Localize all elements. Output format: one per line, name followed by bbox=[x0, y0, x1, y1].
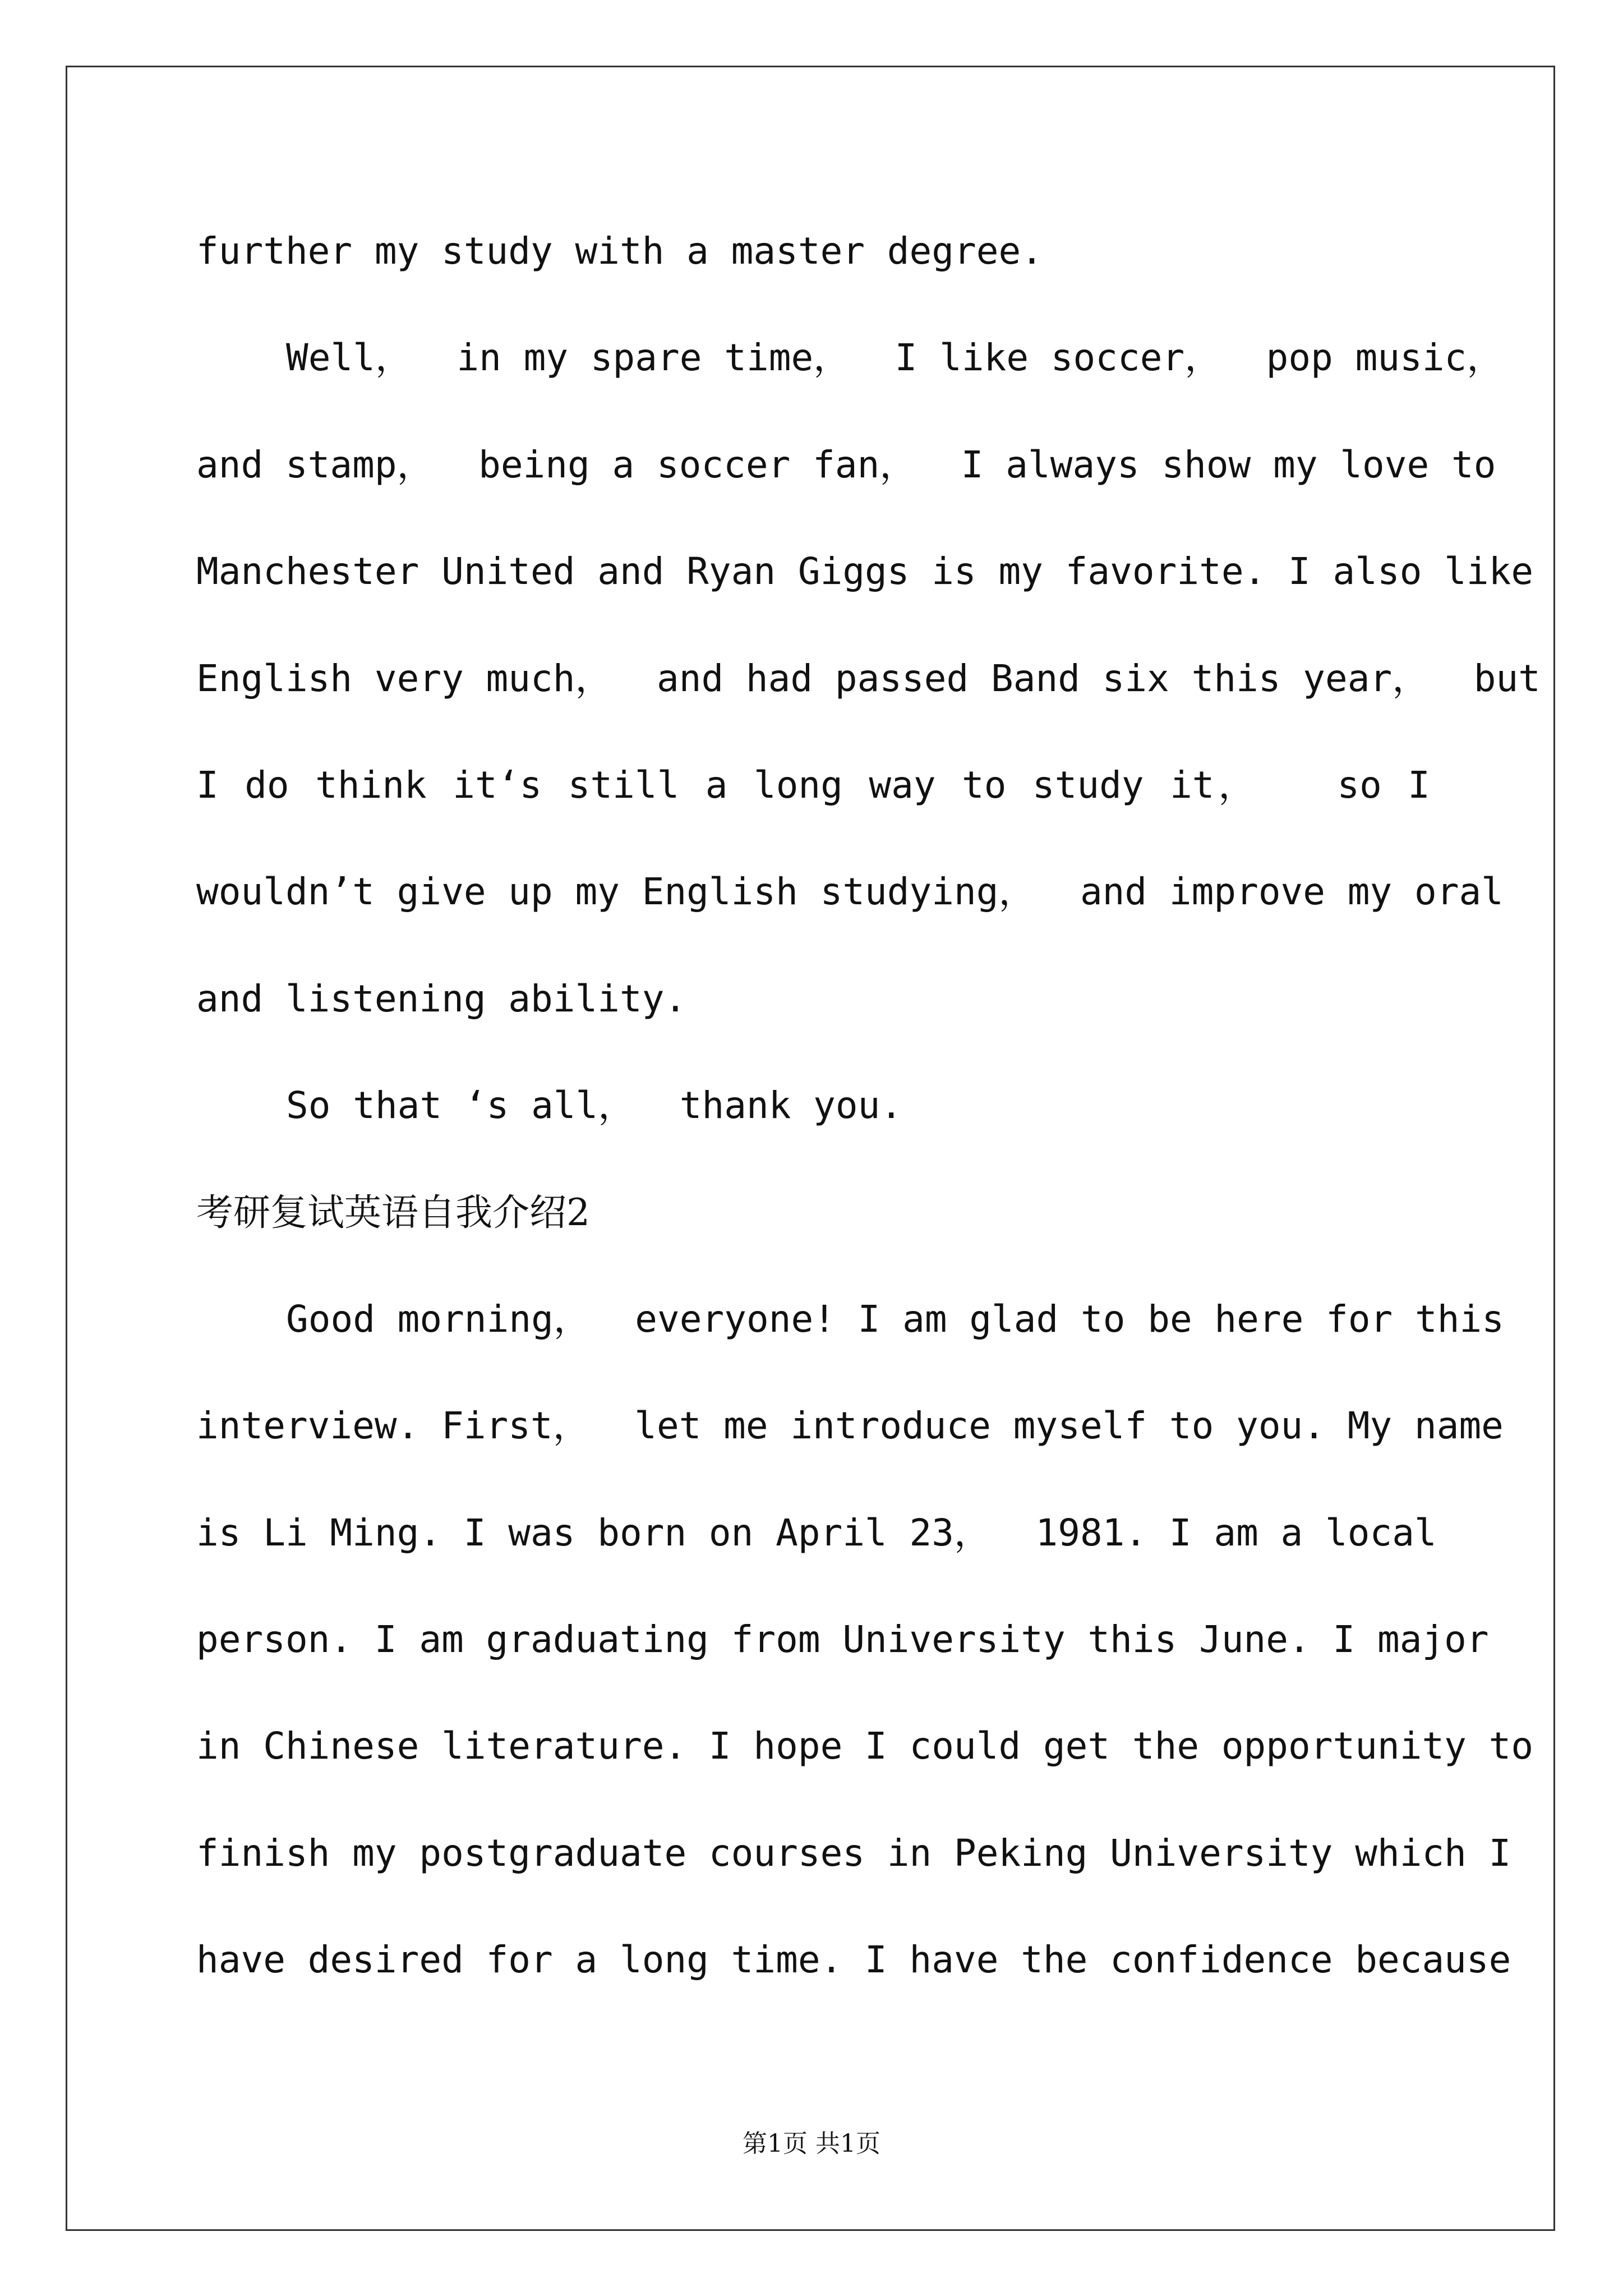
text-line: and stamp， being a soccer fan， I always show my love to bbox=[196, 443, 1496, 486]
text-line: is Li Ming. I was born on April 23， 1981. I am a local bbox=[196, 1511, 1437, 1554]
text-line: person. I am graduating from University this June. I major bbox=[196, 1618, 1489, 1662]
text-line: I do think it‘s still a long way to study it， so I bbox=[196, 763, 1430, 807]
text-line: further my study with a master degree. bbox=[196, 229, 1043, 273]
section-heading: 考研复试英语自我介绍2 bbox=[196, 1190, 590, 1234]
text-line: Good morning， everyone! I am glad to be here for this bbox=[286, 1297, 1504, 1341]
text-line: English very much， and had passed Band six this year， but bbox=[196, 656, 1541, 700]
text-line: have desired for a long time. I have the confidence because bbox=[196, 1938, 1511, 1982]
page-footer: 第1页 共1页 bbox=[743, 2129, 880, 2158]
text-line: finish my postgraduate courses in Peking University which I bbox=[196, 1831, 1511, 1875]
document-body bbox=[196, 223, 1541, 2039]
text-line: and listening ability. bbox=[196, 977, 687, 1020]
text-line: interview. First， let me introduce myself to you. My name bbox=[196, 1404, 1504, 1448]
text-line: Manchester United and Ryan Giggs is my favorite. I also like bbox=[196, 550, 1534, 593]
text-line: in Chinese literature. I hope I could get the opportunity to bbox=[196, 1724, 1534, 1768]
text-line: wouldn’t give up my English studying， and improve my oral bbox=[196, 870, 1504, 914]
text-line: So that ‘s all， thank you. bbox=[286, 1084, 903, 1128]
text-line: Well， in my spare time， I like soccer， pop music， bbox=[286, 336, 1504, 380]
